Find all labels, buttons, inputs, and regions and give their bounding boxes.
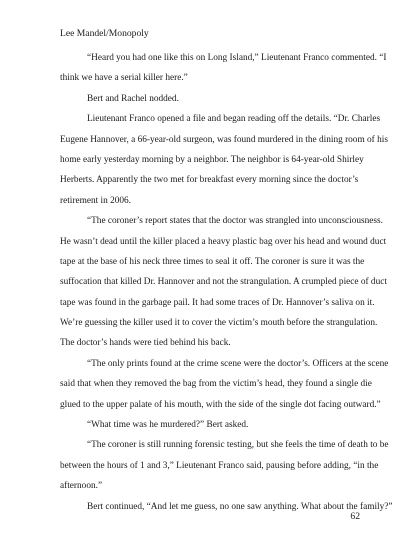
text-line: “The coroner is still running forensic testing, but she feels the time of death to be <box>87 440 389 451</box>
text-line: think we have a serial killer here.” <box>60 73 188 84</box>
text-line: The doctor’s hands were tied behind his back. <box>60 338 231 349</box>
text-line: said that when they removed the bag from the victim’s head, they found a single die <box>60 379 372 390</box>
text-line: “Heard you had one like this on Long Island,” Lieutenant Franco commented. “I <box>87 53 387 63</box>
text-line: We’re guessing the killer used it to cover the victim’s mouth before the strangulation. <box>60 318 378 329</box>
text-line: afternoon.” <box>60 481 103 492</box>
text-line: “What time was he murdered?” Bert asked. <box>87 420 249 431</box>
running-header: Lee Mandel/Monopoly <box>60 28 149 39</box>
text-line: Bert and Rachel nodded. <box>87 93 179 104</box>
text-line: glued to the upper palate of his mouth, with the side of the single dot facing outward.” <box>60 399 381 410</box>
text-line: “The only prints found at the crime scene were the doctor’s. Officers at the scene <box>87 358 389 369</box>
text-line: tape was found in the garbage pail. It had some traces of Dr. Hannover’s saliva on it. <box>60 297 375 308</box>
text-line: Lieutenant Franco opened a file and began reading off the details. “Dr. Charles <box>87 114 381 125</box>
text-line: “The coroner’s report states that the doctor was strangled into unconsciousness. <box>87 216 383 227</box>
text-line: He wasn’t dead until the killer placed a heavy plastic bag over his head and wound duct <box>60 236 387 247</box>
text-line: retirement in 2006. <box>60 195 131 206</box>
text-line: home early yesterday morning by a neighbor. The neighbor is 64-year-old Shirley <box>60 154 364 165</box>
text-line: Eugene Hannover, a 66-year-old surgeon, was found murdered in the dining room of his <box>60 134 388 145</box>
text-line: Bert continued, “And let me guess, no one saw anything. What about the family?” <box>87 501 393 512</box>
page-number: 62 <box>350 511 360 522</box>
text-line: Herberts. Apparently the two met for breakfast every morning since the doctor’s <box>60 175 359 186</box>
text-line: between the hours of 1 and 3,” Lieutenant Franco said, pausing before adding, “in the <box>60 460 379 471</box>
manuscript-body <box>60 48 393 517</box>
text-line: suffocation that killed Dr. Hannover and not the strangulation. A crumpled piece of duct <box>60 277 387 288</box>
text-line: tape at the base of his neck three times to seal it off. The coroner is sure it was the <box>60 256 365 267</box>
